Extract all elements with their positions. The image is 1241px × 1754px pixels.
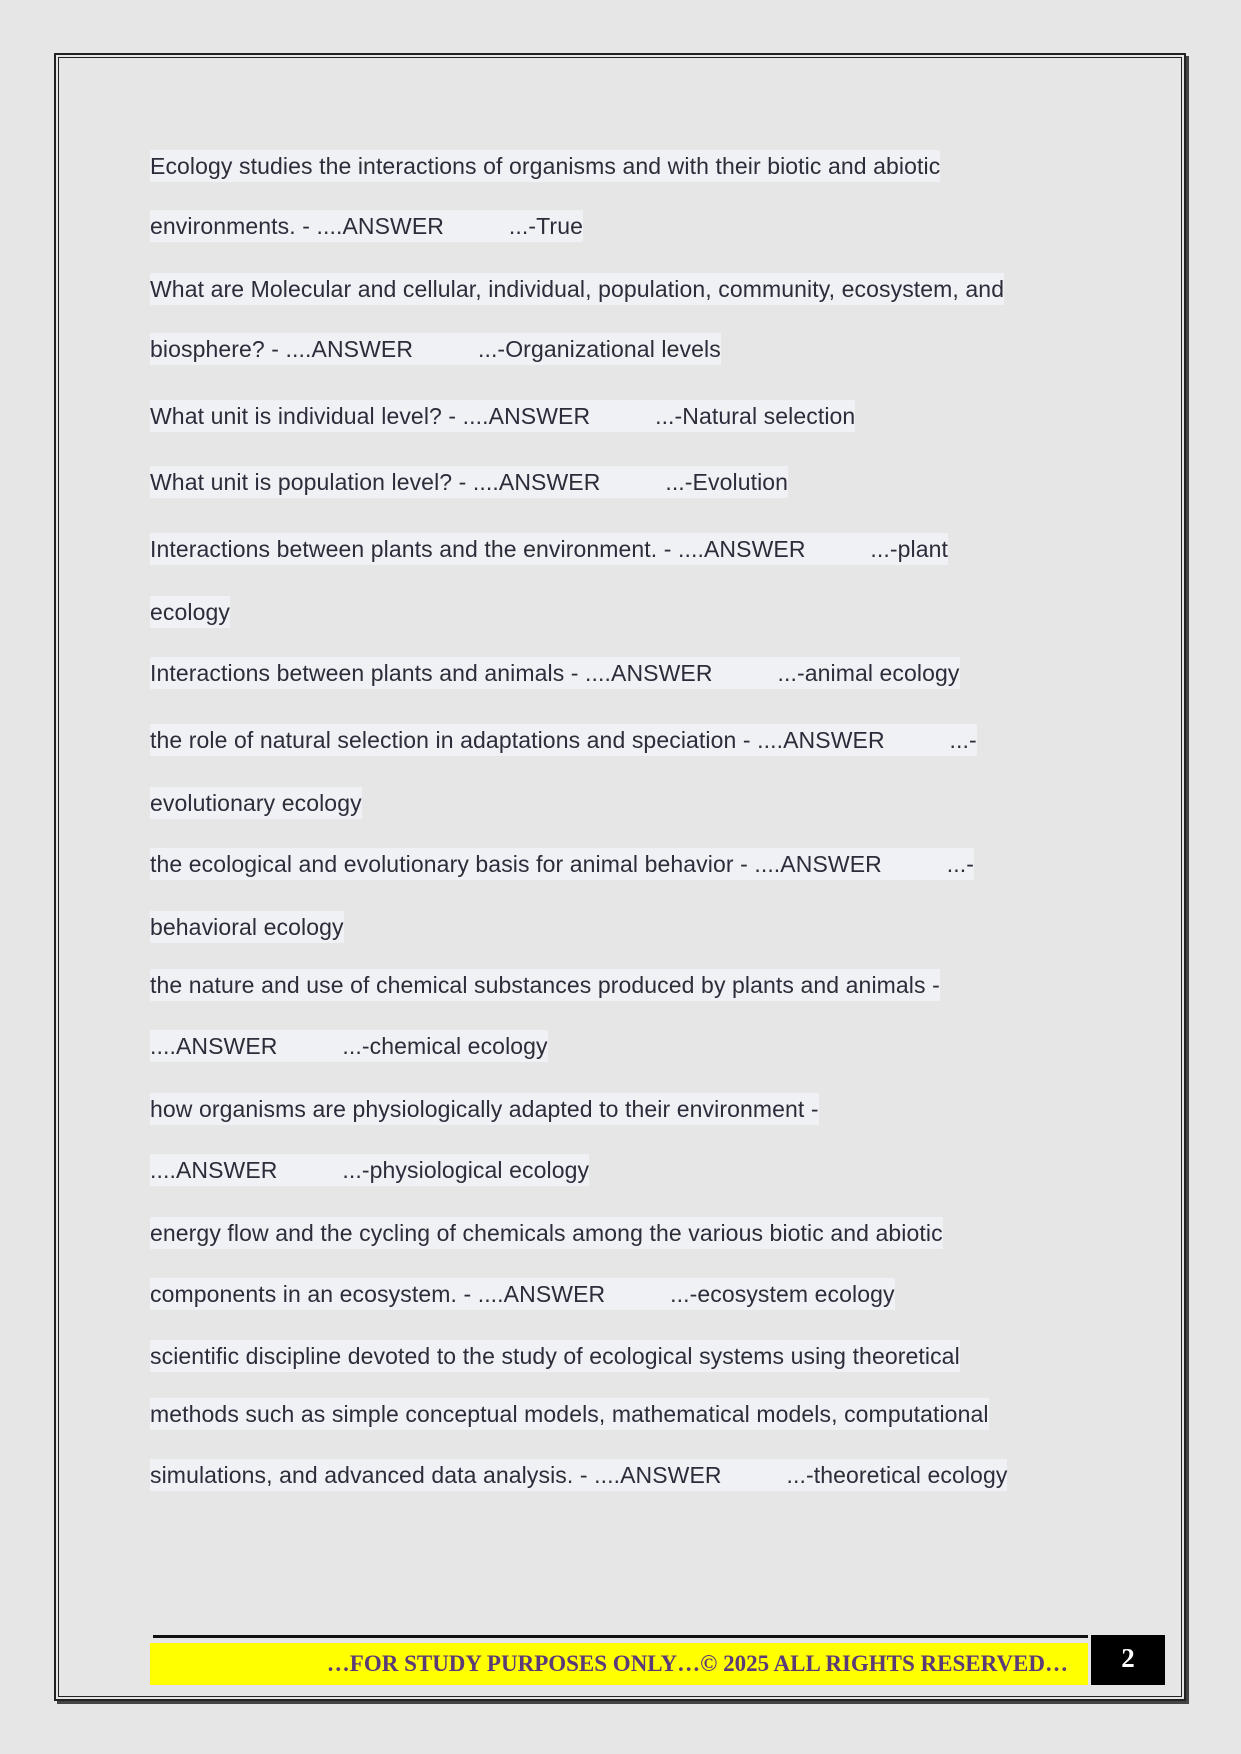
footer-rule <box>153 1635 1088 1638</box>
text-line: simulations, and advanced data analysis. - ....ANSWER ...-theoretical ecology <box>150 1459 1007 1491</box>
footer-notice: …FOR STUDY PURPOSES ONLY…© 2025 ALL RIGHTS RESERVED… <box>150 1643 1088 1685</box>
text-line: Interactions between plants and animals - ....ANSWER ...-animal ecology <box>150 657 960 689</box>
text-line: components in an ecosystem. - ....ANSWER ...-ecosystem ecology <box>150 1278 895 1310</box>
text-line: environments. - ....ANSWER ...-True <box>150 210 583 242</box>
text-line: the role of natural selection in adaptations and speciation - ....ANSWER ...- <box>150 724 977 756</box>
text-line: behavioral ecology <box>150 911 344 943</box>
text-line: Interactions between plants and the environment. - ....ANSWER ...-plant <box>150 533 948 565</box>
text-line: evolutionary ecology <box>150 787 362 819</box>
page-number: 2 <box>1091 1635 1165 1685</box>
text-line: What unit is individual level? - ....ANSWER ...-Natural selection <box>150 400 855 432</box>
text-line: energy flow and the cycling of chemicals among the various biotic and abiotic <box>150 1217 943 1249</box>
text-line: What are Molecular and cellular, individual, population, community, ecosystem, and <box>150 273 1004 305</box>
text-line: biosphere? - ....ANSWER ...-Organizational levels <box>150 333 721 365</box>
text-line: the ecological and evolutionary basis for animal behavior - ....ANSWER ...- <box>150 848 974 880</box>
text-line: how organisms are physiologically adapted to their environment - <box>150 1093 819 1125</box>
text-line: Ecology studies the interactions of organisms and with their biotic and abiotic <box>150 150 940 182</box>
text-line: ....ANSWER ...-chemical ecology <box>150 1030 548 1062</box>
text-line: the nature and use of chemical substances produced by plants and animals - <box>150 969 940 1001</box>
text-line: scientific discipline devoted to the study of ecological systems using theoretical <box>150 1340 960 1372</box>
text-line: methods such as simple conceptual models, mathematical models, computational <box>150 1398 989 1430</box>
text-line: ....ANSWER ...-physiological ecology <box>150 1154 589 1186</box>
text-line: ecology <box>150 596 230 628</box>
text-line: What unit is population level? - ....ANSWER ...-Evolution <box>150 466 788 498</box>
